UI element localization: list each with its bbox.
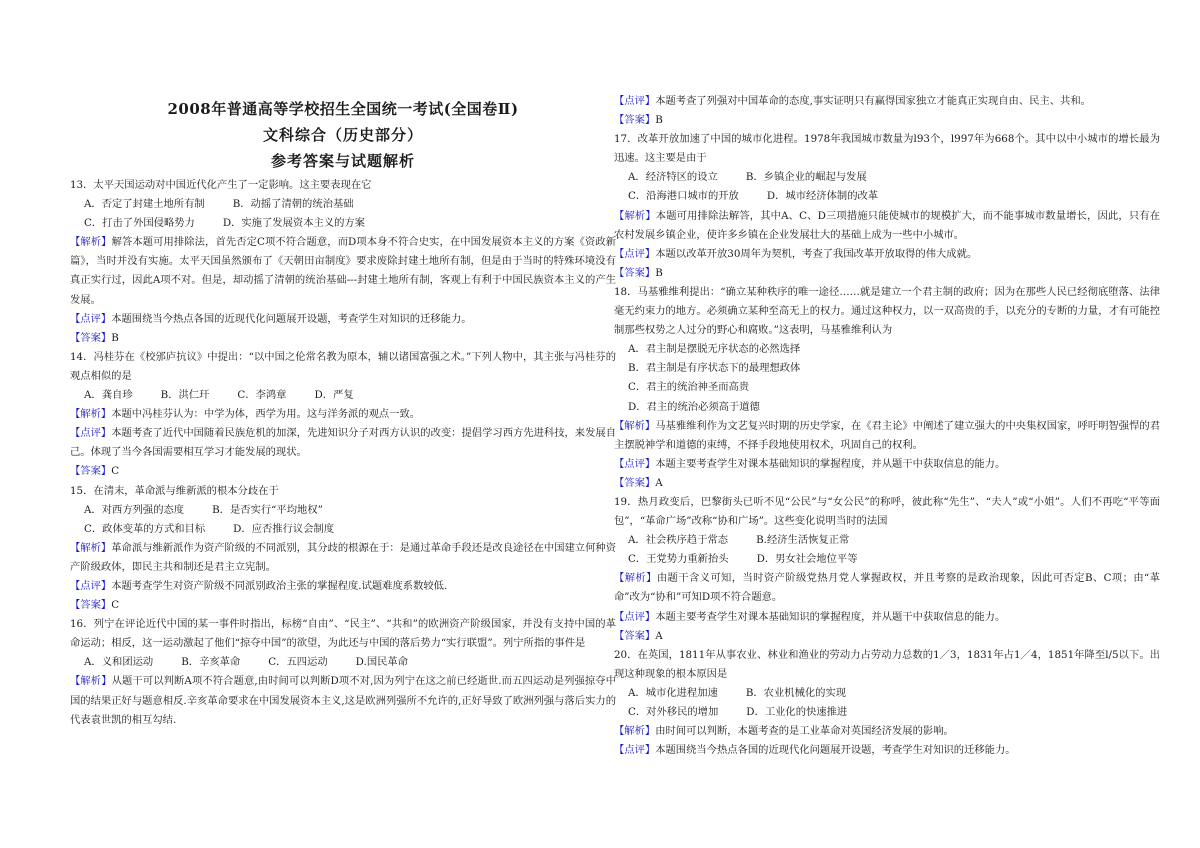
question-15-analysis (70, 539, 616, 577)
comment-tag: 【点评】 (614, 247, 656, 260)
question-16-answer (614, 111, 1160, 130)
question-17-options-row-1 (614, 168, 1160, 187)
title-block (70, 96, 616, 174)
option: B．动摇了清朝的统治基础 (232, 198, 354, 211)
question-17-comment (614, 245, 1160, 264)
document-subtitle-2: 参考答案与试题解析 (270, 152, 415, 170)
question-15-options-row-2 (70, 520, 616, 539)
comment-tag: 【点评】 (70, 312, 112, 325)
question-13-analysis (70, 233, 616, 309)
option: B．是否实行“平均地权” (212, 503, 323, 516)
analysis-tag: 【解析】 (70, 541, 112, 554)
question-19-analysis (614, 569, 1160, 607)
question-17-options-row-2 (614, 187, 1160, 206)
question-16-analysis (70, 672, 616, 729)
answer-text: C (111, 465, 120, 478)
option: B．农业机械化的实现 (745, 686, 847, 699)
option: A．城市化进程加速 (628, 686, 718, 699)
option: B．辛亥革命 (181, 656, 241, 669)
question-18-analysis (614, 417, 1160, 455)
question-19-comment (614, 608, 1160, 627)
answer-tag: 【答案】 (614, 114, 656, 127)
answer-tag: 【答案】 (614, 266, 656, 279)
answer-text: C (111, 599, 120, 612)
option: C．打击了外国侵略势力 (84, 217, 195, 230)
option: A．义和团运动 (84, 656, 154, 669)
answer-tag: 【答案】 (70, 331, 112, 344)
option: B．乡镇企业的崛起与发展 (745, 171, 867, 184)
option: D．男女社会地位平等 (756, 553, 858, 566)
comment-text: 本题主要考查学生对课本基础知识的掌握程度，并从题干中获取信息的能力。 (655, 610, 1006, 623)
option: C．君主的统治神圣而高贵 (628, 381, 750, 394)
question-17-stem: 17．改革开放加速了中国的城市化进程。1978年我国城市数量为l93个，l997年为668个。其中以中小城市的增长最为迅速。这主要是由于 (614, 133, 1160, 165)
comment-tag: 【点评】 (614, 95, 656, 107)
question-14-answer (70, 462, 616, 481)
comment-tag: 【点评】 (70, 579, 112, 592)
comment-text: 本题围绕当今热点各国的近现代化问题展开设题，考查学生对知识的迁移能力。 (111, 312, 472, 325)
analysis-text: 本题可用排除法解答，其中A、C、D三项措施只能使城市的规模扩大，而不能事城市数量增长，因此，只有在农村发展乡镇企业，使许多乡镇在企业发展壮大的基础上成为一些中小城市。 (614, 209, 1161, 241)
comment-tag: 【点评】 (614, 744, 656, 757)
question-18-comment (614, 455, 1160, 474)
question-13-comment (70, 310, 616, 329)
option: C．李鸿章 (237, 389, 287, 402)
question-14-options (70, 386, 616, 405)
question-16-comment (614, 92, 1160, 111)
question-14-stem: 14．冯桂芬在《校邠庐抗议》中提出：“以中国之伦常名教为原本，辅以诸国富强之术。”下列人物中，其主张与冯桂芬的观点相似的是 (70, 350, 616, 382)
question-20-stem: 20．在英国，1811年从事农业、林业和渔业的劳动力占劳动力总数的1／3，1831年占1／4，1851年降至l/5以下。出现这种现象的根本原因是 (614, 648, 1160, 680)
option: D．实施了发展资本主义的方案 (222, 217, 365, 230)
option: C．对外移民的增加 (628, 706, 719, 718)
question-19-options-row-2 (614, 550, 1160, 569)
option: D．城市经济体制的改革 (766, 190, 879, 203)
question-14-comment (70, 424, 616, 462)
answer-text: B (655, 266, 663, 279)
analysis-text: 革命派与维新派作为资产阶级的不同派别，其分歧的根源在于：是通过革命手段还是改良途径在中国建立何种资产阶级政体，即民主共和制还是君主立宪制。 (70, 541, 617, 573)
analysis-tag: 【解析】 (614, 209, 656, 222)
question-20-analysis (614, 722, 1160, 741)
question-13-answer (70, 329, 616, 348)
analysis-tag: 【解析】 (70, 236, 112, 249)
option: D．应否推行议会制度 (233, 522, 335, 535)
question-20-options-row-1 (614, 684, 1160, 703)
option: B．洪仁玕 (160, 389, 210, 402)
question-15-options-row-1 (70, 501, 616, 520)
question-13-options-row-2 (70, 214, 616, 233)
question-17-analysis (614, 207, 1160, 245)
analysis-tag: 【解析】 (614, 725, 656, 738)
comment-text: 本题围绕当今热点各国的近现代化问题展开设题，考查学生对知识的迁移能力。 (655, 744, 1016, 757)
comment-text: 本题考查了列强对中国革命的态度,事实证明只有赢得国家独立才能真正实现自由、民主、共和。 (655, 95, 1091, 107)
question-18-answer (614, 474, 1160, 493)
comment-text: 本题主要考查学生对课本基础知识的掌握程度，并从题干中获取信息的能力。 (655, 457, 1006, 470)
analysis-text: 马基雅维利作为文艺复兴时期的历史学家，在《君主论》中阐述了建立强大的中央集权国家，呼吁明智强悍的君主摆脱神学和道德的束缚，不择手段地使用权术，巩固自己的权利。 (614, 419, 1161, 451)
question-13-stem: 13．太平天国运动对中国近代化产生了一定影响。这主要表现在它 (70, 179, 372, 191)
option: A．君主制是摆脱无序状态的必然选择 (628, 343, 801, 356)
analysis-tag: 【解析】 (70, 408, 112, 421)
analysis-tag: 【解析】 (70, 675, 112, 688)
comment-text: 本题以改革开放30周年为契机，考查了我国改革开放取得的伟大成就。 (655, 247, 978, 260)
answer-tag: 【答案】 (614, 476, 656, 489)
option: B.经济生活恢复正常 (756, 534, 850, 547)
question-18-stem: 18．马基雅维利提出：“确立某种秩序的唯一途径……就是建立一个君主制的政府；因为在那些人民已经彻底堕落、法律毫无约束力的地方。必须确立某种至高无上的权力。通过这种权力，以一双高贵的手，以充分的专断的力量，才有可能控制那些权势之人过分的野心和腐败。”这表明，马基雅维利认为 (614, 285, 1160, 337)
question-17-answer (614, 264, 1160, 283)
analysis-tag: 【解析】 (614, 572, 657, 585)
question-20-comment (614, 741, 1160, 760)
answer-text: B (111, 331, 119, 344)
option: A．龚自珍 (84, 389, 133, 402)
answer-tag: 【答案】 (614, 629, 656, 642)
option: B．君主制是有序状态下的最理想政体 (628, 362, 801, 375)
option: A．否定了封建土地所有制 (84, 198, 205, 211)
question-14-analysis (70, 405, 616, 424)
analysis-tag: 【解析】 (614, 419, 656, 432)
answer-text: A (655, 476, 663, 489)
analysis-text: 从题干可以判断A项不符合题意,由时间可以判断D项不对,因为列宁在这之前已经逝世.而五四运动是列强掠夺中国的结果正好与题意相反.辛亥革命要求在中国发展资本主义,这是欧洲列强所不允许的,正好导致了欧洲列强与落后实力的代表袁世凯的相互勾结. (70, 675, 616, 726)
comment-tag: 【点评】 (614, 610, 656, 623)
option: C．五四运动 (268, 656, 328, 669)
option: D．严复 (314, 389, 354, 402)
option: D.国民革命 (355, 656, 409, 669)
document-subtitle: 文科综合（历史部分） (262, 126, 423, 144)
question-15-comment (70, 577, 616, 596)
question-16-stem: 16．列宁在评论近代中国的某一事件时指出，标榜“自由”、“民主”、“共和”的欧洲资产阶级国家，并没有支持中国的革命运动；相反，这一运动激起了他们“掠夺中国”的欲望，为此还与中国的落后势力“实行联盟”。列宁所指的事件是 (70, 618, 616, 650)
option: A．社会秩序趋于常态 (628, 534, 729, 547)
document-title: 2008年普通高等学校招生全国统一考试(全国卷Ⅱ) (167, 100, 519, 118)
question-19-answer (614, 627, 1160, 646)
question-13-options-row-1 (70, 195, 616, 214)
comment-text: 本题考查了近代中国随着民族危机的加深，先进知识分子对西方认识的改变：提倡学习西方先进科技，来发展自己。体现了当今各国需要相互学习才能发展的现状。 (70, 427, 617, 459)
analysis-text: 由时间可以判断，本题考查的是工业革命对英国经济发展的影响。 (655, 725, 954, 738)
option: C．王党势力重新抬头 (628, 553, 729, 566)
comment-tag: 【点评】 (614, 457, 656, 470)
option: A．经济特区的设立 (628, 171, 718, 184)
answer-tag: 【答案】 (70, 599, 112, 612)
question-15-answer (70, 596, 616, 615)
comment-tag: 【点评】 (70, 427, 112, 440)
option: D．工业化的快速推进 (746, 706, 848, 718)
analysis-text: 解答本题可用排除法，首先否定C项不符合题意，而D项本身不符合史实，在中国发展资本主义的方案《资政新篇》，当时并没有实施。太平天国虽然颁布了《天朝田亩制度》要求废除封建土地所有制，但是由于当时的特殊环境没有真正实行过，因此A项不对。但是，却动摇了清朝的统治基础---封建土地所有制，客观上有利于中国民族资本主义的产生发展。 (70, 236, 617, 306)
analysis-text: 本题中冯桂芬认为：中学为体，西学为用。这与洋务派的观点一致。 (111, 408, 421, 421)
analysis-text: 由题干含义可知，当时资产阶级党热月党人掌握政权，并且考察的是政治现象，因此可否定B、C项；由“革命”改为“协和”可知D项不符合题意。 (614, 572, 1161, 604)
question-19-options-row-1 (614, 531, 1160, 550)
question-19-stem: 19．热月政变后，巴黎街头已听不见“公民”与“女公民”的称呼，彼此称“先生”、“夫人”或“小姐”。人们不再吃“平等面包”，“革命广场”改称“协和广场”。这些变化说明当时的法国 (614, 495, 1160, 528)
question-16-options (70, 653, 616, 672)
answer-text: B (655, 114, 663, 127)
question-15-stem: 15．在清末，革命派与维新派的根本分歧在于 (70, 484, 279, 497)
option: C．政体变革的方式和目标 (84, 522, 206, 535)
answer-tag: 【答案】 (70, 465, 112, 478)
option: C．沿海港口城市的开放 (628, 190, 739, 203)
option: A．对西方列强的态度 (84, 503, 185, 516)
comment-text: 本题考查学生对资产阶级不同派别政治主张的掌握程度.试题难度系数较低. (111, 579, 448, 592)
left-column (70, 92, 616, 730)
right-column (614, 92, 1160, 760)
option: D．君主的统治必须高于道德 (628, 400, 760, 413)
question-20-options-row-2 (614, 703, 1160, 722)
answer-text: A (655, 629, 663, 642)
